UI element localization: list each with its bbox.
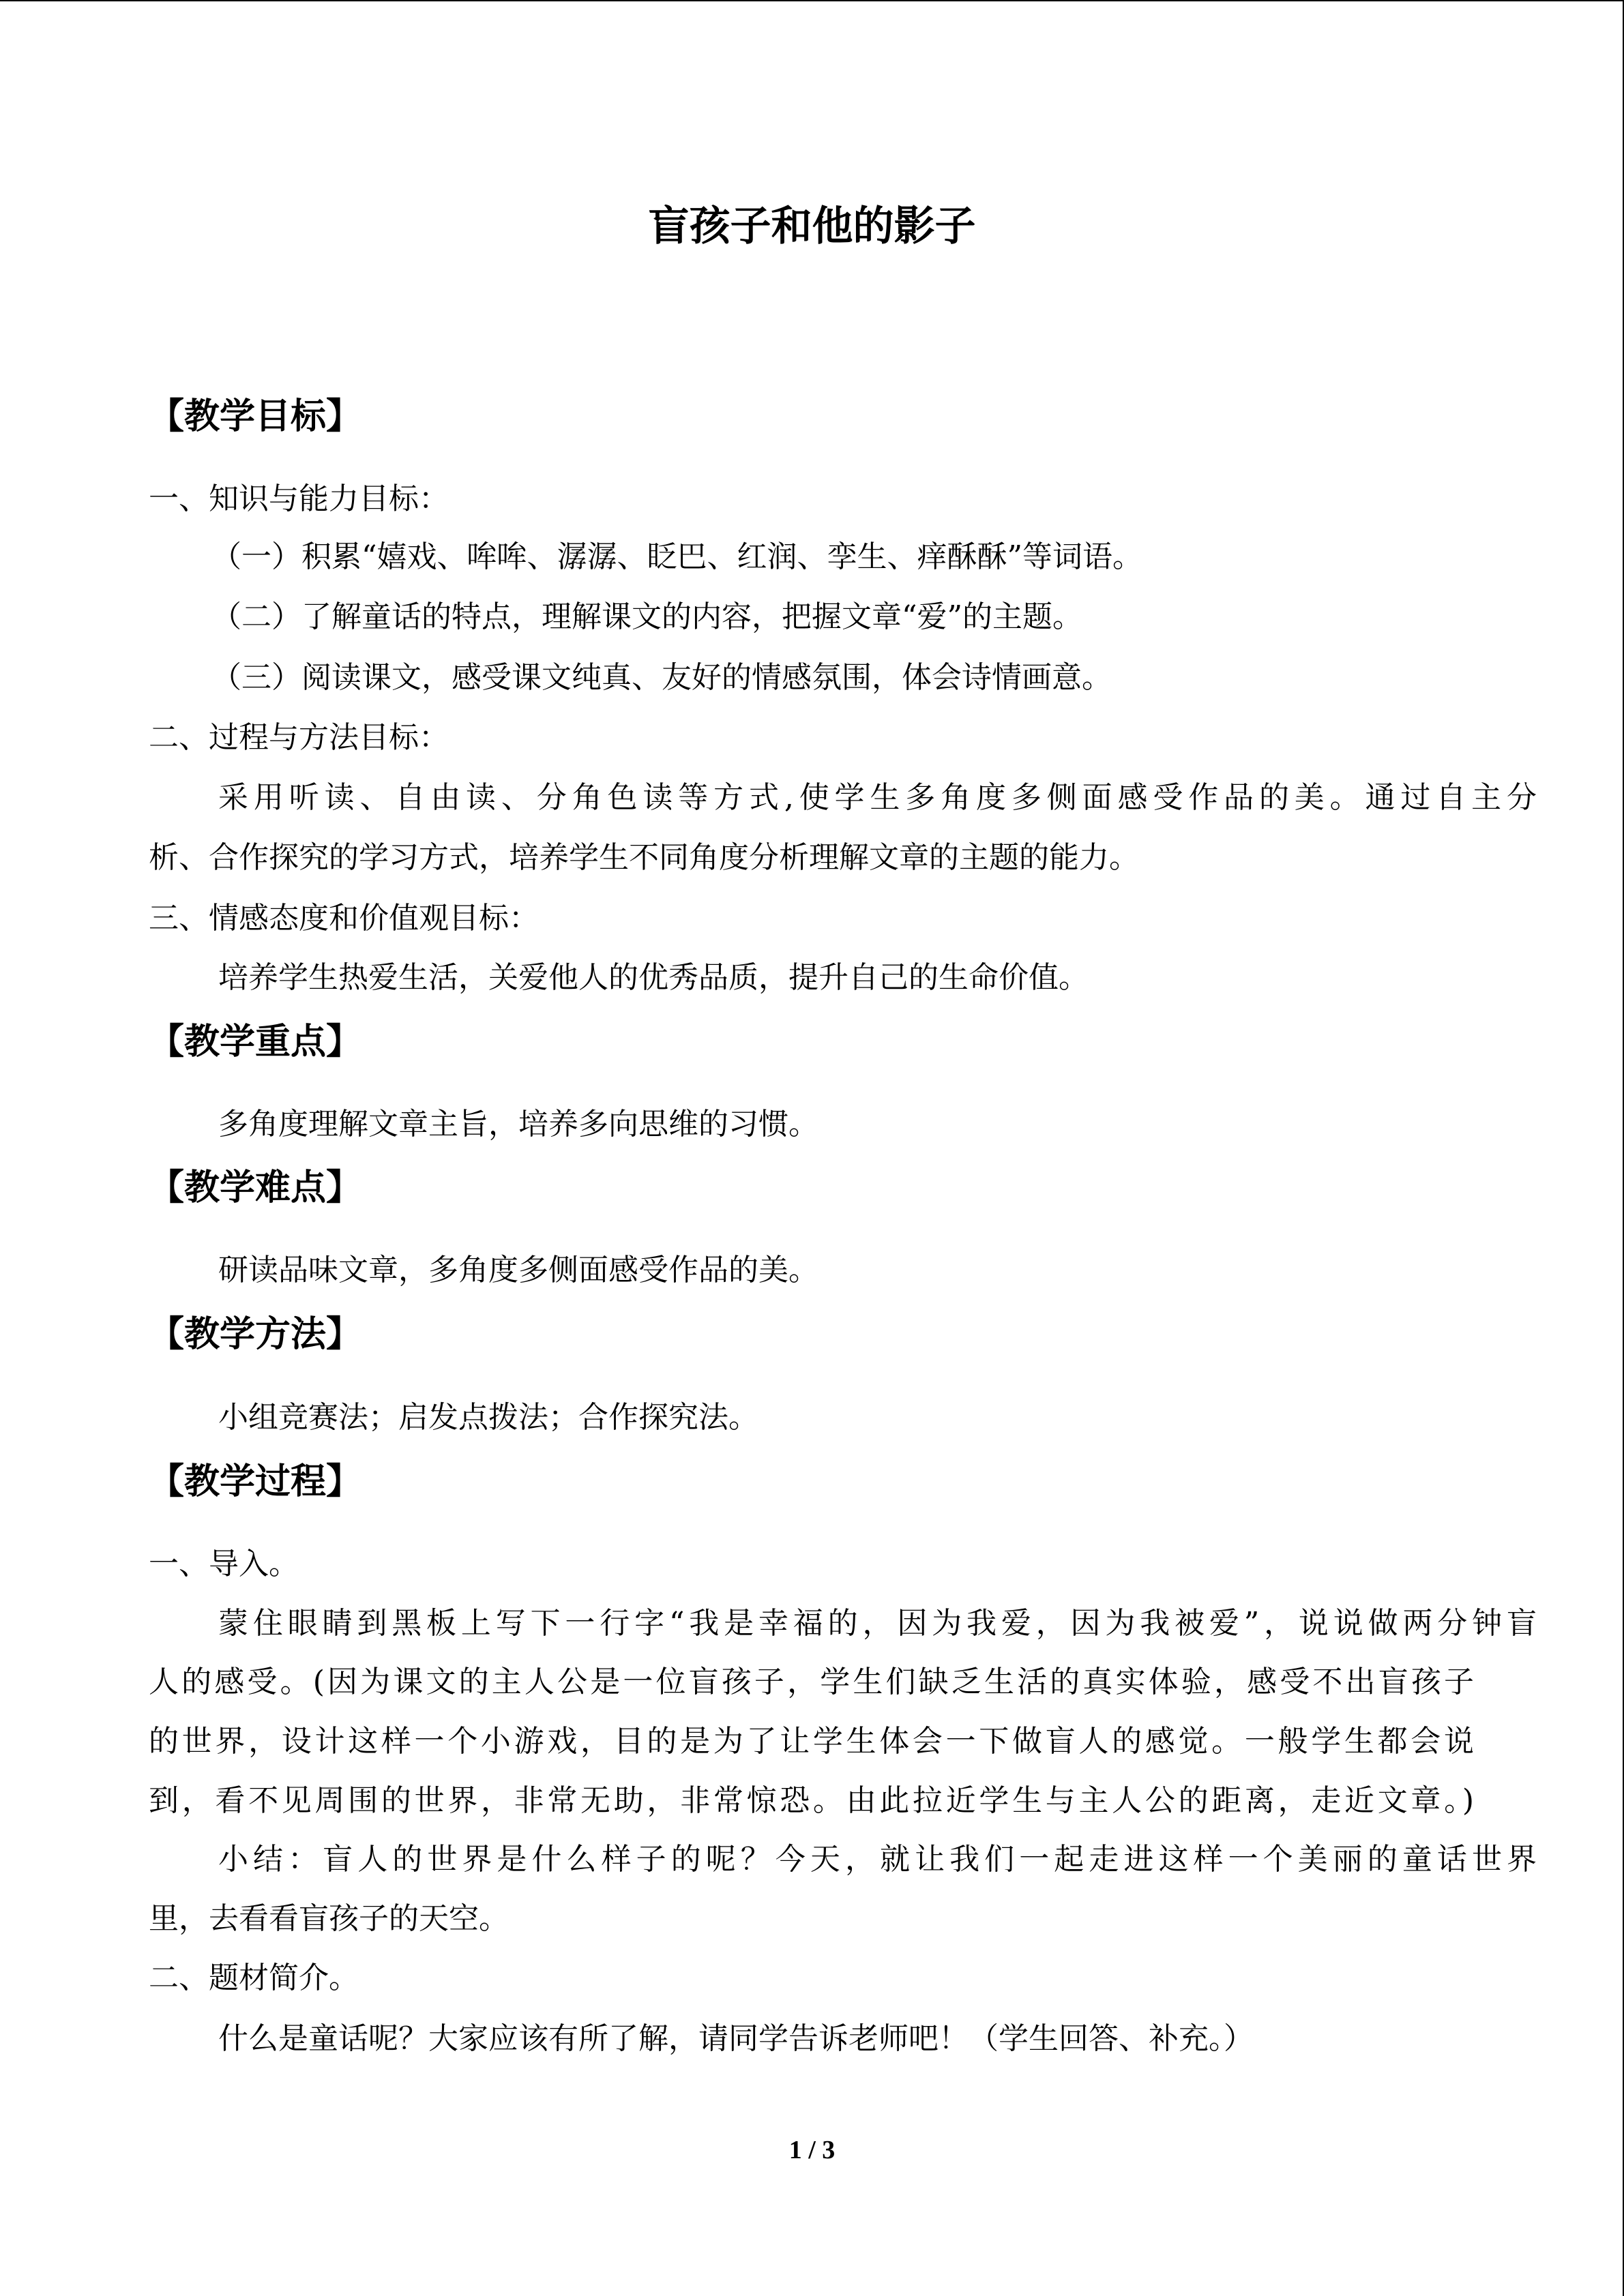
- goal-heading-knowledge: 一、知识与能力目标：: [149, 481, 449, 516]
- paragraph-line: 人的感受。(因为课文的主人公是一位盲孩子，学生们缺乏生活的真实体验，感受不出盲孩子: [149, 1665, 1474, 1699]
- section-heading-process: 【教学过程】: [149, 1461, 362, 1502]
- paragraph-line: 小结：盲人的世界是什么样子的呢？今天，就让我们一起走进这样一个美丽的童话世界: [218, 1842, 1537, 1877]
- goal-item-1: （一）积累“嬉戏、哞哞、潺潺、眨巴、红润、孪生、痒酥酥”等词语。: [211, 539, 1142, 574]
- paragraph-line: 里，去看看盲孩子的天空。: [149, 1901, 509, 1936]
- paragraph-line: 到，看不见周围的世界，非常无助，非常惊恐。由此拉近学生与主人公的距离，走近文章。): [149, 1783, 1474, 1818]
- goal-item-2: （二）了解童话的特点，理解课文的内容，把握文章“爱”的主题。: [211, 599, 1082, 634]
- difficulties-text: 研读品味文章，多角度多侧面感受作品的美。: [218, 1253, 818, 1287]
- goal-heading-values: 三、情感态度和价值观目标：: [149, 901, 539, 936]
- document-title: 盲孩子和他的影子: [648, 203, 976, 250]
- paragraph-line: 采用听读、自由读、分角色读等方式,使学生多角度多侧面感受作品的美。通过自主分: [218, 780, 1537, 815]
- section-heading-methods: 【教学方法】: [149, 1314, 362, 1355]
- page-number: 1 / 3: [788, 2136, 836, 2164]
- section-heading-difficulties: 【教学难点】: [149, 1167, 362, 1208]
- methods-text: 小组竞赛法；启发点拨法；合作探究法。: [218, 1400, 758, 1435]
- paragraph-line: 蒙住眼睛到黑板上写下一行字“我是幸福的，因为我爱，因为我被爱”，说说做两分钟盲: [218, 1606, 1537, 1641]
- goal-heading-process: 二、过程与方法目标：: [149, 720, 449, 755]
- key-points-text: 多角度理解文章主旨，培养多向思维的习惯。: [218, 1107, 818, 1142]
- section-heading-key-points: 【教学重点】: [149, 1022, 362, 1062]
- section-heading-goals: 【教学目标】: [149, 396, 362, 437]
- process-heading-genre: 二、题材简介。: [149, 1960, 359, 1995]
- paragraph-line: 析、合作探究的学习方式，培养学生不同角度分析理解文章的主题的能力。: [149, 840, 1139, 875]
- paragraph-line: 培养学生热爱生活，关爱他人的优秀品质，提升自己的生命价值。: [218, 960, 1089, 995]
- goal-item-3: （三）阅读课文，感受课文纯真、友好的情感氛围，体会诗情画意。: [211, 660, 1112, 695]
- paragraph-line: 什么是童话呢？大家应该有所了解，请同学告诉老师吧！（学生回答、补充。）: [218, 2021, 1254, 2056]
- process-heading-intro: 一、导入。: [149, 1547, 299, 1581]
- paragraph-line: 的世界，设计这样一个小游戏，目的是为了让学生体会一下做盲人的感觉。一般学生都会说: [149, 1724, 1474, 1759]
